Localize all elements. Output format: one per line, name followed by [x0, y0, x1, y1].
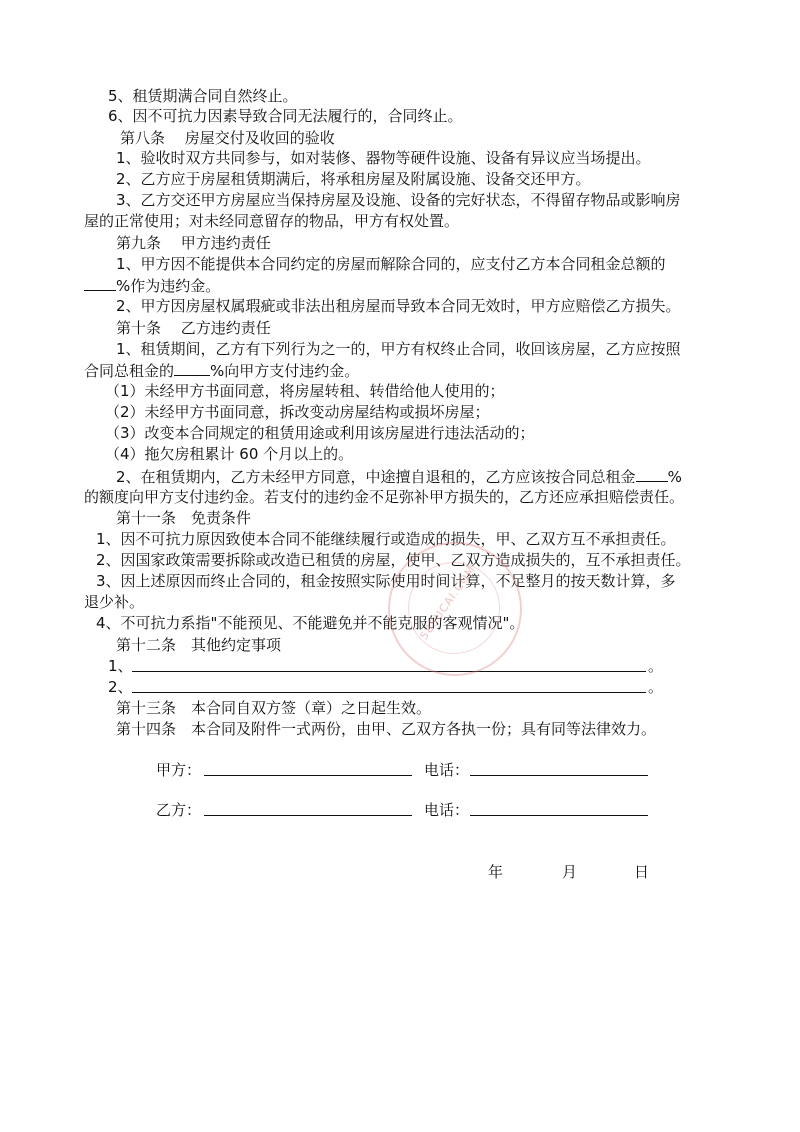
penalty-rate-suffix: %作为违约金。 — [116, 277, 221, 295]
party-a-line — [204, 775, 412, 776]
early-termination-text: 2、在租赁期内，乙方未经甲方同意，中途擅自退租的，乙方应该按合同总租金 — [116, 468, 636, 486]
early-termination-suffix: % — [667, 468, 682, 486]
date-day: 日 — [634, 863, 650, 881]
article-11-item-4: 4、不可抗力系指"不能预见、不能避免并不能克服的客观情况"。 — [96, 614, 525, 632]
total-rent-suffix: %向甲方支付违约金。 — [210, 362, 360, 380]
article-8-item-1: 1、验收时双方共同参与，如对装修、器物等硬件设施、设备有异议应当场提出。 — [116, 149, 651, 167]
other-terms-2-line — [132, 692, 646, 693]
party-a-phone-label: 电话： — [424, 761, 470, 779]
article-11-item-1: 1、因不可抗力原因致使本合同不能继续履行或造成的损失，甲、乙双方互不承担责任。 — [96, 530, 676, 548]
watermark-stamp-inner-ring — [408, 562, 500, 654]
other-terms-1-label: 1、 — [108, 657, 133, 675]
other-terms-1-end: 。 — [648, 657, 664, 675]
article-10-item-2 — [116, 466, 682, 487]
party-b-label: 乙方： — [156, 801, 202, 819]
article-13: 第十三条 本合同自双方签（章）之日起生效。 — [116, 699, 432, 717]
article-9-item-1-cont — [84, 275, 220, 296]
party-b-phone-line — [470, 815, 648, 816]
article-9-item-1: 1、甲方因不能提供本合同约定的房屋而解除合同的，应支付乙方本合同租金总额的 — [116, 255, 666, 273]
article-10-sub-3: （3）改变本合同规定的租赁用途或利用该房屋进行违法活动的； — [105, 424, 535, 442]
article-10-sub-4: （4）拖欠房租累计 60 个月以上的。 — [105, 445, 354, 463]
party-a-label: 甲方： — [156, 761, 202, 779]
clause-7-item-5: 5、租赁期满合同自然终止。 — [108, 87, 298, 105]
watermark-stamp — [388, 542, 522, 676]
article-9-item-2: 2、甲方因房屋权属瑕疵或非法出租房屋而导致本合同无效时，甲方应赔偿乙方损失。 — [116, 297, 681, 315]
article-8-item-3-cont: 屋的正常使用；对未经同意留存的物品，甲方有权处置。 — [84, 212, 460, 230]
article-11-item-3-cont: 退少补。 — [84, 593, 145, 611]
article-10-sub-2: （2）未经甲方书面同意，拆改变动房屋结构或损坏房屋； — [105, 403, 490, 421]
party-b-line — [204, 815, 412, 816]
early-termination-rate-blank — [636, 466, 668, 482]
article-11-item-2: 2、因国家政策需要拆除或改造已租赁的房屋，使甲、乙双方造成损失的，互不承担责任。 — [96, 551, 691, 569]
other-terms-2-label: 2、 — [108, 678, 133, 696]
article-8-item-2: 2、乙方应于房屋租赁期满后，将承租房屋及附属设施、设备交还甲方。 — [116, 170, 591, 188]
article-10-sub-1: （1）未经甲方书面同意，将房屋转租、转借给他人使用的； — [105, 382, 505, 400]
other-terms-2-end: 。 — [648, 678, 664, 696]
party-b-phone-label: 电话： — [424, 801, 470, 819]
article-11-heading: 第十一条 免责条件 — [116, 509, 252, 527]
article-10-heading: 第十条 乙方违约责任 — [116, 319, 271, 337]
article-8-item-3: 3、乙方交还甲方房屋应当保持房屋及设施、设备的完好状态，不得留存物品或影响房 — [116, 191, 681, 209]
watermark-text: 58SUCAI.COM — [417, 562, 479, 643]
total-rent-prefix: 合同总租金的 — [84, 362, 175, 380]
other-terms-1-line — [132, 671, 646, 672]
article-9-heading: 第九条 甲方违约责任 — [116, 234, 271, 252]
total-rent-rate-blank — [174, 360, 210, 376]
clause-7-item-6: 6、因不可抗力因素导致合同无法履行的，合同终止。 — [108, 107, 463, 125]
article-10-item-1: 1、租赁期间，乙方有下列行为之一的，甲方有权终止合同，收回该房屋，乙方应按照 — [116, 340, 681, 358]
article-11-item-3: 3、因上述原因而终止合同的，租金按照实际使用时间计算，不足整月的按天数计算，多 — [96, 572, 676, 590]
date-month: 月 — [562, 863, 578, 881]
penalty-rate-blank — [84, 275, 116, 291]
article-14: 第十四条 本合同及附件一式两份，由甲、乙双方各执一份；具有同等法律效力。 — [116, 720, 657, 738]
article-8-heading: 第八条 房屋交付及收回的验收 — [120, 129, 335, 147]
article-10-item-1-cont — [84, 360, 359, 381]
article-12-heading: 第十二条 其他约定事项 — [116, 636, 282, 654]
article-10-item-2-cont: 的额度向甲方支付违约金。若支付的违约金不足弥补甲方损失的，乙方还应承担赔偿责任。 — [84, 488, 685, 506]
party-a-phone-line — [470, 775, 648, 776]
date-year: 年 — [488, 863, 504, 881]
